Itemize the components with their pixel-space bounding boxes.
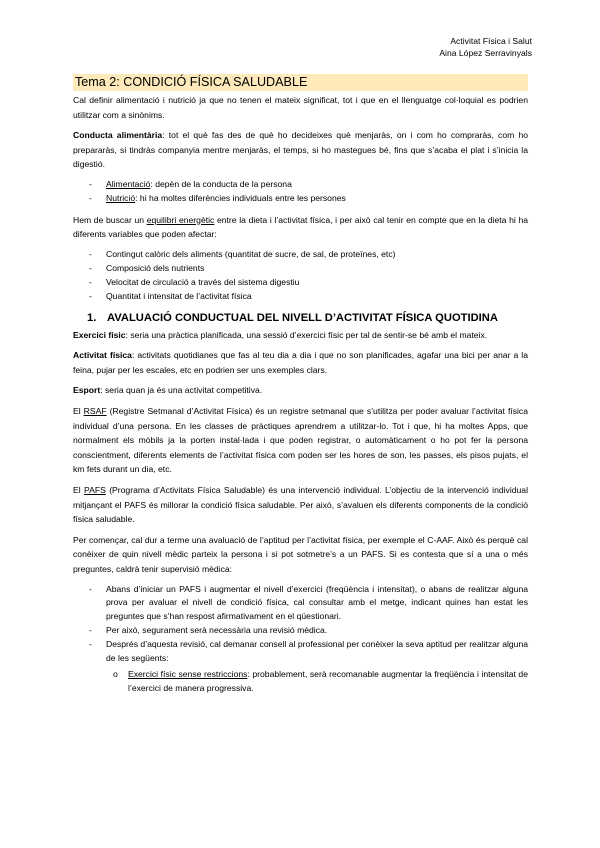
header-course: Activitat Física i Salut — [450, 36, 532, 46]
step-text: Després d’aquesta revisió, cal demanar consell al professional per conèixer la seva aptitud per realitzar alguna de les següents: — [106, 639, 528, 664]
pafs-pre: El — [73, 484, 85, 495]
subitem-text: : probablement, serà recomanable augmentar la freqüència i intensitat de l’exercici de manera progressiva. — [128, 668, 528, 693]
rsaf-pre: El — [73, 405, 84, 416]
section-title: AVALUACIÓ CONDUCTUAL DEL NIVELL D’ACTIVITAT FÍSICA QUOTIDINA — [107, 311, 498, 324]
document-body — [73, 74, 528, 703]
definition-text: : depèn de la conducta de la persona — [150, 178, 292, 189]
equilibri-term: equilibri energètic — [146, 214, 215, 225]
conducta-text: : tot el què fas des de què ho decideixes què menjaràs, on i com ho compraràs, com ho prepararàs, si tindràs companyia mentre menjaràs, el temps, si ho mastegues bé, fins que s’acaba el plat i s’inicia la digestió. — [73, 130, 529, 170]
list-item — [106, 638, 528, 696]
comencar-paragraph: Per començar, cal dur a terme una avaluació de l’aptitud per l’activitat física, per exemple el C-AAF. Això és perquè cal conèixer de quin nivell mèdic parteix la persona i si pot sotmetre’s a un PAFS. Si es contesta que sí a una o més preguntes, caldrà tenir supervisió mèdica: — [73, 534, 528, 574]
conducta-paragraph — [73, 128, 528, 172]
definition-text: : hi ha moltes diferències individuals entre les persones — [135, 192, 346, 203]
equilibri-pre: Hem de buscar un — [73, 214, 147, 225]
exercici-text: : seria una pràctica planificada, una sessió d’exercici físic per tal de sentir-se bé amb el mateix. — [125, 329, 488, 340]
conducta-term: Conducta alimentària — [73, 130, 163, 141]
equilibri-post: entre la dieta i l’activitat física, i per això cal tenir en compte que en la dieta hi ha diferents variables que poden afectar: — [73, 214, 529, 240]
list-item: - Per això, segurament serà necessària una revisió mèdica. — [106, 624, 528, 638]
list-item — [106, 192, 528, 206]
activitat-text: : activitats quotidianes que fas al teu dia a dia i que no son planificades, agafar una bici per anar a la feina, pujar per les escales, etc en podrien ser uns exemples clars. — [73, 350, 528, 375]
steps-list — [73, 583, 528, 696]
activitat-term: Activitat física — [73, 350, 132, 361]
page-title: Tema 2: CONDICIÓ FÍSICA SALUDABLE — [73, 74, 528, 91]
definitions-list — [73, 178, 528, 206]
section-number: 1. — [87, 311, 97, 324]
rsaf-paragraph — [73, 404, 528, 477]
sub-list-item — [128, 668, 528, 696]
header-author: Aina López Serravinyals — [439, 47, 532, 58]
list-item: - Abans d’iniciar un PAFS i augmentar el nivell d’exercici (freqüència i intensitat), o abans de realitzar alguna prova per avaluar el nivell de condició física, cal consultar amb el metge, indicant quines han estat les preguntes que s’han respost afirmativament en el qüestionari. — [106, 583, 528, 625]
pafs-term: PAFS — [84, 484, 106, 495]
page-header — [439, 36, 532, 59]
exercici-paragraph — [73, 328, 528, 343]
rsaf-term: RSAF — [83, 405, 107, 416]
list-item: - Quantitat i intensitat de l’activitat física — [106, 290, 528, 304]
list-item: - Velocitat de circulació a través del sistema digestiu — [106, 276, 528, 290]
definition-term: Alimentació — [106, 178, 151, 189]
definition-term: Nutrició — [106, 192, 136, 203]
esport-text: : seria quan ja és una activitat competitiva. — [100, 385, 263, 396]
esport-term: Esport — [73, 385, 101, 396]
equilibri-paragraph — [73, 213, 528, 242]
rsaf-text: (Registre Setmanal d’Activitat Física) és un registre setmanal que s’utilitza per poder avaluar l’activitat física individual d’una persona. En les classes de pràctiques aprendrem a utilitzar-lo. Tot i que, hi ha moltes Apps, que normalment els mòbils ja la porten instal·lada i que poden registrar, o automàticament o ho pot fer la persona conscientment, diferents elements de l’activitat física com poden ser les hores de son, les passes, els pisos pujats, el km fets durant un dia, etc. — [73, 405, 529, 475]
exercici-term: Exercici físic — [73, 329, 126, 340]
list-item: - Composició dels nutrients — [106, 262, 528, 276]
variables-list — [73, 248, 528, 304]
activitat-paragraph — [73, 348, 528, 377]
subitem-term: Exercici físic sense restriccions — [128, 668, 248, 679]
section-heading — [73, 311, 528, 325]
list-item: - Contingut calòric dels aliments (quantitat de sucre, de sal, de proteïnes, etc) — [106, 248, 528, 262]
esport-paragraph — [73, 383, 528, 398]
sub-list — [106, 668, 528, 696]
intro-paragraph: Cal definir alimentació i nutrició ja que no tenen el mateix significat, tot i que en el llenguatge col·loquial es podrien utilitzar com a sinònims. — [73, 95, 528, 120]
pafs-text: (Programa d’Activitats Física Saludable) és una intervenció individual. L’objectiu de la intervenció individual mitjançant el PAFS és millorar la condició física saludable. Per això, s’avaluen els diferents components de la condició física saludable. — [73, 484, 528, 525]
pafs-paragraph — [73, 483, 528, 527]
list-item — [106, 178, 528, 192]
